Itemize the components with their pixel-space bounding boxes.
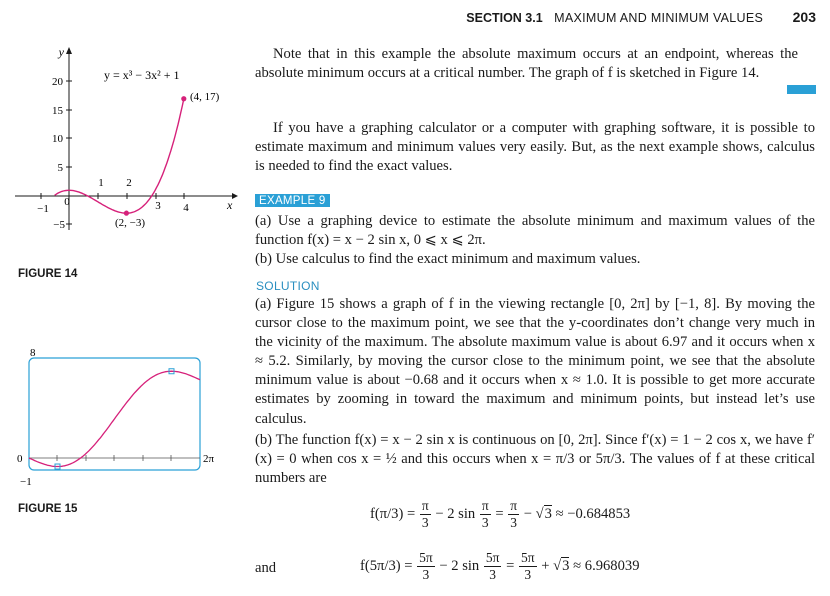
section-title: MAXIMUM AND MINIMUM VALUES	[554, 11, 764, 25]
y-axis-label: y	[58, 45, 64, 59]
paragraph-graphing	[255, 119, 815, 176]
fraction: $\frac{5\pi}{3}$	[521, 550, 535, 582]
y-tick-bottom: −1	[20, 476, 32, 488]
y-axis-arrow	[66, 47, 72, 54]
paragraph-text: If you have a graphing calculator or a computer with graphing software, it is possible to estimate maximum and minimum values very easily. But, as the next example shows, calculus is needed to find the exact values.	[255, 120, 815, 175]
y-tick-label: 10	[52, 133, 63, 145]
y-tick-label: 5	[57, 162, 63, 174]
eq2-result: ≈ 6.968039	[573, 557, 640, 574]
x-tick-label: 3	[155, 200, 161, 212]
figure-15-graph	[0, 340, 245, 490]
sqrt-3: √3	[553, 557, 570, 574]
figure-14-graph	[0, 38, 245, 238]
x-axis-label: x	[227, 198, 233, 212]
paragraph-text: Note that in this example the absolute maximum occurs at an endpoint, whereas the absolute minimum occurs at a critical number. The graph of f is sketched in Figure 14.	[255, 46, 798, 82]
figure-15-caption: FIGURE 15	[18, 503, 78, 515]
example-statement	[255, 212, 815, 269]
y-tick-zero: 0	[17, 453, 23, 465]
fraction: $\frac{\pi}{3}$	[510, 498, 518, 530]
example-part-a: (a) Use a graphing device to estimate the absolute minimum and maximum values of the function f(x) = x − 2 sin x, 0 ⩽ x ⩽ 2π.	[255, 213, 815, 249]
x-tick-label: 1	[98, 177, 104, 189]
equation-f-pi-over-3: f(π/3) = $\frac{\pi}{3}$ − 2 sin $\frac{\pi}{3}$ = $\frac{\pi}{3}$ − √3 ≈ −0.684853	[370, 498, 631, 530]
x-tick-label: 0	[64, 196, 70, 208]
fraction: $\frac{\pi}{3}$	[421, 498, 429, 530]
example-part-b: (b) Use calculus to find the exact minimum and maximum values.	[255, 251, 641, 268]
margin-marker	[787, 85, 816, 94]
maximum-point	[181, 96, 186, 101]
fraction: $\frac{5\pi}{3}$	[485, 550, 500, 582]
and-label: and	[255, 560, 277, 576]
solution-b-text: (b) The function f(x) = x − 2 sin x is continuous on [0, 2π]. Since f′(x) = 1 − 2 cos x, we have f′(x) = 0 when cos x = ½ and this occurs when x = π/3 or 5π/3. The values of f at these critical numbers are	[255, 432, 815, 487]
y-tick-label: 20	[52, 76, 63, 88]
running-header	[0, 9, 816, 25]
sqrt-3: √3	[535, 505, 552, 522]
equation-f-5pi-over-3: f(5π/3) = $\frac{5\pi}{3}$ − 2 sin $\frac{5\pi}{3}$ = $\frac{5\pi}{3}$ + √3 ≈ 6.968039	[360, 550, 640, 582]
point-label-min: (2, −3)	[115, 217, 146, 229]
page-number: 203	[792, 9, 816, 25]
solution-a-text: (a) Figure 15 shows a graph of f in the viewing rectangle [0, 2π] by [−1, 8]. By moving the cursor close to the maximum point, we see that the y-coordinates don’t change very much in the vicinity of the maximum. The absolute maximum value is about 6.97 and it occurs when x ≈ 5.2. Similarly, by moving the cursor close to the minimum point, we see that the absolute minimum value is about −0.68 and it occurs when x ≈ 1.0. It is possible to get more accurate estimates by zooming in toward the maximum and minimum points, but instead let’s use calculus.	[255, 296, 815, 427]
x-tick-label: 2	[126, 177, 132, 189]
paragraph-endpoint-note	[255, 45, 798, 83]
solution-part-a	[255, 295, 815, 429]
example-label: EXAMPLE 9	[255, 194, 330, 207]
curve-equation: y = x³ − 3x² + 1	[104, 68, 180, 82]
minimum-point	[124, 211, 129, 216]
x-tick-label: 4	[183, 202, 189, 214]
point-label-max: (4, 17)	[190, 91, 220, 103]
curve	[29, 371, 200, 466]
x-axis-arrow	[232, 193, 238, 199]
solution-label: SOLUTION	[256, 279, 320, 293]
fraction: $\frac{\pi}{3}$	[481, 498, 489, 530]
eq2-sin: − 2 sin	[439, 557, 480, 574]
section-number: SECTION 3.1	[466, 11, 543, 25]
x-tick-right: 2π	[203, 453, 215, 465]
viewing-window-frame	[29, 358, 200, 470]
x-tick-label: −1	[37, 203, 49, 215]
solution-part-b	[255, 431, 815, 488]
eq1-sin: − 2 sin	[435, 505, 476, 522]
figure-14-caption: FIGURE 14	[18, 268, 78, 280]
y-tick-top: 8	[30, 347, 36, 359]
eq1-result: ≈ −0.684853	[555, 505, 631, 522]
eq2-lhs: f(5π/3) =	[360, 557, 413, 574]
fraction: $\frac{5\pi}{3}$	[419, 550, 433, 582]
y-tick-label: −5	[53, 219, 65, 231]
eq1-lhs: f(π/3) =	[370, 505, 416, 522]
y-tick-label: 15	[52, 105, 63, 117]
